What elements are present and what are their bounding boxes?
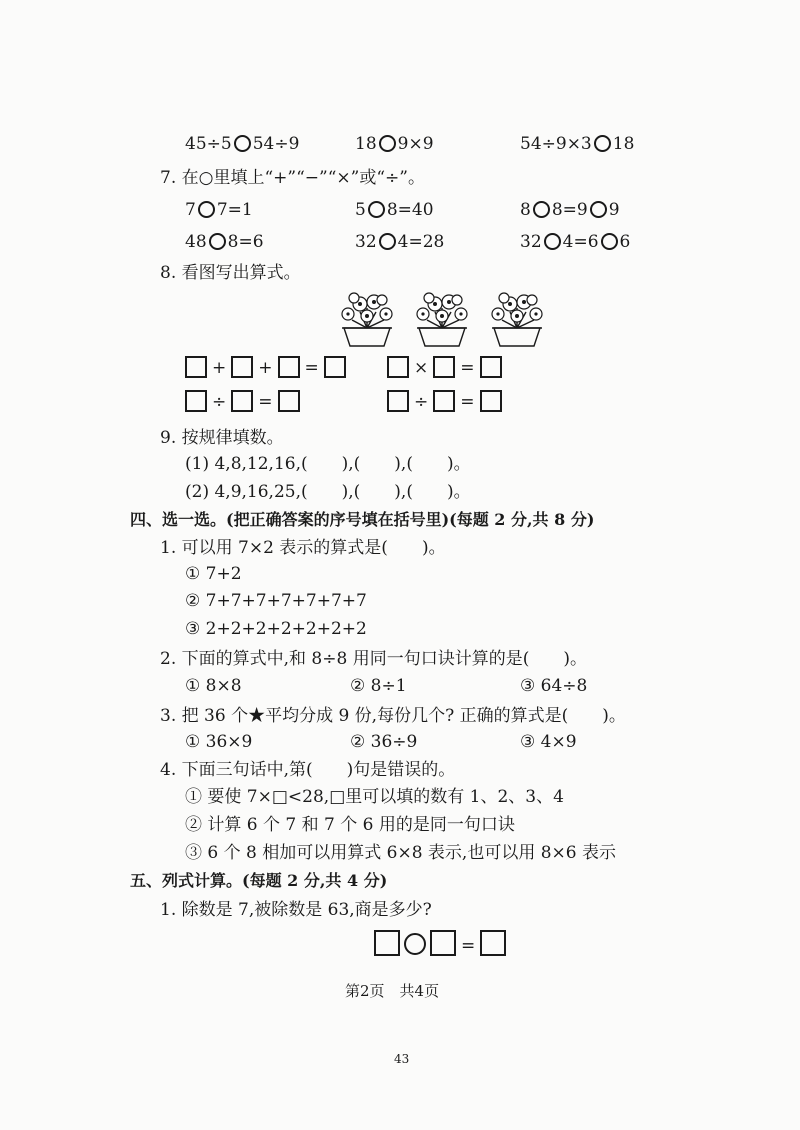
expr-left: 32 <box>520 232 542 252</box>
compare-item-3 <box>520 133 634 155</box>
answer-circle[interactable] <box>379 135 396 152</box>
expr-mid: 8=9 <box>551 200 588 220</box>
answer-circle[interactable] <box>379 233 396 250</box>
page-footer: 第2页 共4页 <box>345 982 440 1000</box>
answer-box[interactable] <box>231 390 253 412</box>
s4-q3-stem: 3. 把 36 个★平均分成 9 份,每份几个? 正确的算式是( )。 <box>160 706 626 726</box>
q9-line-2: (2) 4,9,16,25,( ),( ),( )。 <box>185 482 471 502</box>
answer-circle[interactable] <box>404 933 426 955</box>
s4-q3-option-3[interactable]: ③ 4×9 <box>520 732 577 752</box>
s5-q1-equation <box>372 930 508 957</box>
plus-sign: + <box>212 358 227 378</box>
s4-q4-stem: 4. 下面三句话中,第( )句是错误的。 <box>160 760 456 780</box>
expr-right: 54÷9 <box>252 134 300 154</box>
q7-item-3 <box>520 199 620 221</box>
expr-left: 54÷9×3 <box>520 134 592 154</box>
expr-right: 4=28 <box>397 232 445 252</box>
answer-circle[interactable] <box>209 233 226 250</box>
q7-item-1 <box>185 199 253 221</box>
s4-q3-option-2[interactable]: ② 36÷9 <box>350 732 418 752</box>
q7-item-2 <box>355 199 434 221</box>
answer-circle[interactable] <box>198 201 215 218</box>
section-5-title: 五、列式计算。(每题 2 分,共 4 分) <box>130 871 388 890</box>
s4-q1-option-2[interactable]: ② 7+7+7+7+7+7+7 <box>185 591 367 611</box>
compare-item-1 <box>185 133 299 155</box>
equals-sign: = <box>460 358 475 378</box>
divide-sign: ÷ <box>212 392 227 412</box>
expr-left: 18 <box>355 134 377 154</box>
q7-item-6 <box>520 231 630 253</box>
answer-box[interactable] <box>433 390 455 412</box>
s4-q1-option-1[interactable]: ① 7+2 <box>185 564 242 584</box>
expr-left: 48 <box>185 232 207 252</box>
expr-left: 32 <box>355 232 377 252</box>
answer-box[interactable] <box>374 930 400 956</box>
q8-division-equation-2 <box>385 390 504 413</box>
answer-box[interactable] <box>480 356 502 378</box>
flower-pot-icon <box>405 290 480 348</box>
q8-title: 8. 看图写出算式。 <box>160 263 301 283</box>
answer-circle[interactable] <box>601 233 618 250</box>
answer-circle[interactable] <box>590 201 607 218</box>
expr-right: 18 <box>612 134 635 154</box>
answer-circle[interactable] <box>594 135 611 152</box>
s4-q1-option-3[interactable]: ③ 2+2+2+2+2+2+2 <box>185 619 367 639</box>
expr-right: 8=40 <box>386 200 434 220</box>
q8-division-equation-1 <box>183 390 302 413</box>
q8-multiplication-equation <box>385 356 504 379</box>
divide-sign: ÷ <box>414 392 429 412</box>
section-4-title: 四、选一选。(把正确答案的序号填在括号里)(每题 2 分,共 8 分) <box>130 510 595 529</box>
s5-q1-stem: 1. 除数是 7,被除数是 63,商是多少? <box>160 900 432 920</box>
answer-circle[interactable] <box>533 201 550 218</box>
expr-right: 9×9 <box>397 134 434 154</box>
answer-box[interactable] <box>480 390 502 412</box>
flower-pot-icon <box>330 290 405 348</box>
q8-addition-equation <box>183 356 348 379</box>
answer-box[interactable] <box>430 930 456 956</box>
answer-box[interactable] <box>185 356 207 378</box>
s4-q4-option-3[interactable]: ③ 6 个 8 相加可以用算式 6×8 表示,也可以用 8×6 表示 <box>185 843 617 863</box>
q7-title: 7. 在○里填上“+”“−”“×”或“÷”。 <box>160 168 425 188</box>
equals-sign: = <box>304 358 319 378</box>
page-number: 43 <box>394 1052 410 1066</box>
s4-q1-stem: 1. 可以用 7×2 表示的算式是( )。 <box>160 538 446 558</box>
expr-right: 9 <box>608 200 620 220</box>
expr-right: 7=1 <box>216 200 253 220</box>
compare-item-2 <box>355 133 434 155</box>
q7-item-5 <box>355 231 444 253</box>
q9-title: 9. 按规律填数。 <box>160 428 284 448</box>
equals-sign: = <box>461 936 476 956</box>
q9-line-1: (1) 4,8,12,16,( ),( ),( )。 <box>185 454 471 474</box>
s4-q4-option-1[interactable]: ① 要使 7×□<28,□里可以填的数有 1、2、3、4 <box>185 787 564 807</box>
answer-box[interactable] <box>387 356 409 378</box>
s4-q4-option-2[interactable]: ② 计算 6 个 7 和 7 个 6 用的是同一句口诀 <box>185 815 515 835</box>
answer-box[interactable] <box>231 356 253 378</box>
s4-q3-option-1[interactable]: ① 36×9 <box>185 732 253 752</box>
expr-left: 7 <box>185 200 196 220</box>
equals-sign: = <box>258 392 273 412</box>
expr-mid: 4=6 <box>562 232 599 252</box>
expr-left: 8 <box>520 200 531 220</box>
plus-sign: + <box>258 358 273 378</box>
s4-q2-option-2[interactable]: ② 8÷1 <box>350 676 407 696</box>
answer-box[interactable] <box>278 390 300 412</box>
answer-box[interactable] <box>278 356 300 378</box>
equals-sign: = <box>460 392 475 412</box>
answer-box[interactable] <box>433 356 455 378</box>
expr-right: 8=6 <box>227 232 264 252</box>
expr-left: 5 <box>355 200 366 220</box>
answer-circle[interactable] <box>544 233 561 250</box>
answer-circle[interactable] <box>234 135 251 152</box>
answer-box[interactable] <box>480 930 506 956</box>
s4-q2-option-1[interactable]: ① 8×8 <box>185 676 242 696</box>
times-sign: × <box>414 358 429 378</box>
s4-q2-option-3[interactable]: ③ 64÷8 <box>520 676 588 696</box>
q7-item-4 <box>185 231 264 253</box>
s4-q2-stem: 2. 下面的算式中,和 8÷8 用同一句口诀计算的是( )。 <box>160 649 587 669</box>
expr-right: 6 <box>619 232 631 252</box>
answer-circle[interactable] <box>368 201 385 218</box>
answer-box[interactable] <box>324 356 346 378</box>
expr-left: 45÷5 <box>185 134 232 154</box>
flower-pot-icon <box>480 290 555 348</box>
answer-box[interactable] <box>387 390 409 412</box>
answer-box[interactable] <box>185 390 207 412</box>
